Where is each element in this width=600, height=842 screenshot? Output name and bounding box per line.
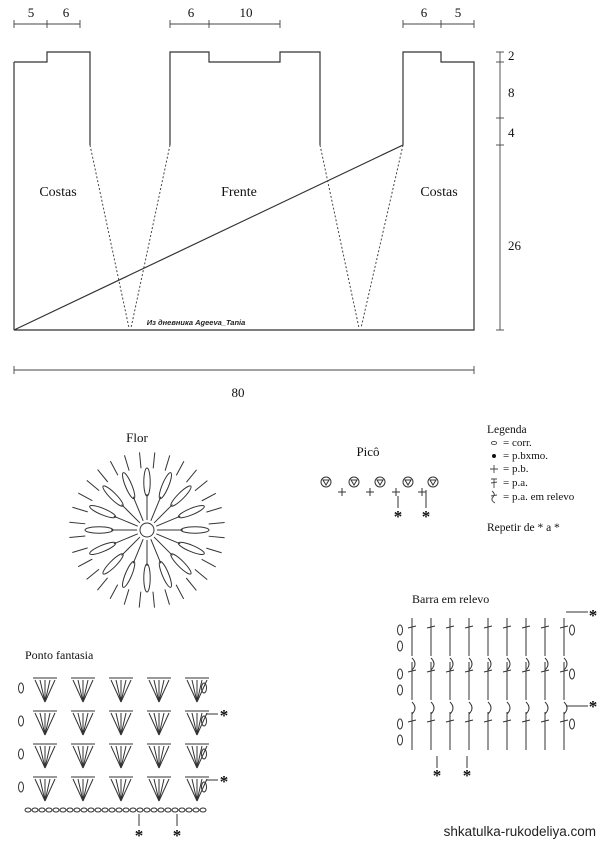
flower-outer-stitch [153, 452, 155, 468]
fancy-stitch-fan [83, 779, 88, 801]
fancy-stitch-fan [111, 746, 121, 768]
fancy-stitch-fan [121, 779, 131, 801]
flower-outer-stitch [72, 548, 87, 553]
fancy-stitch-base-chain [25, 808, 31, 812]
relief-band-stitch [408, 712, 416, 750]
fancy-stitch-base-chain [95, 808, 101, 812]
flower-outer-stitch [139, 592, 141, 608]
flower-outer-stitch [78, 493, 92, 501]
flower-chart [69, 430, 224, 608]
flower-outer-stitch [165, 455, 170, 470]
fancy-stitch-mark-3: * [134, 826, 144, 842]
fancy-stitch-fan [45, 779, 55, 801]
fancy-stitch-fan [121, 779, 126, 801]
relief-band-mark-1: * [588, 606, 598, 625]
fancy-stitch-base-chain [179, 808, 185, 812]
relief-band-chain [570, 719, 575, 729]
fancy-stitch-fan [45, 680, 55, 702]
flower-outer-stitch [98, 470, 108, 482]
fancy-stitch-fan [197, 680, 202, 702]
pico-single-crochet [338, 488, 346, 496]
fancy-stitch-fan [159, 746, 164, 768]
fancy-stitch-fan [83, 746, 88, 768]
fancy-stitch-fan [116, 680, 121, 702]
legend-item-slip-stitch: = p.bxmo. [503, 450, 549, 462]
fancy-stitch-fan [121, 680, 131, 702]
pico-loop-mark [351, 480, 357, 485]
fancy-stitch-base-chain [60, 808, 66, 812]
flower-outer-stitch [186, 578, 196, 590]
flower-outer-stitch [87, 480, 99, 490]
fancy-stitch-fan [154, 779, 159, 801]
relief-band-stitch [522, 662, 530, 700]
fancy-stitch-base-chain [165, 808, 171, 812]
flower-petal-chain [157, 560, 174, 588]
fancy-stitch-fan [149, 779, 159, 801]
fancy-stitch-fan [187, 746, 197, 768]
flower-outer-stitch [209, 522, 225, 524]
fancy-stitch-fan [83, 713, 93, 735]
fancy-stitch-fan [159, 779, 164, 801]
fancy-stitch-fan [149, 746, 159, 768]
relief-band-stitch [541, 662, 549, 700]
relief-band-chain [398, 669, 403, 679]
fancy-stitch-fan [154, 746, 159, 768]
dim-right-2: 8 [508, 85, 515, 100]
fancy-stitch-diagram [19, 678, 219, 826]
fancy-stitch-fan [116, 713, 121, 735]
relief-band-stitch [446, 618, 454, 656]
fancy-stitch-fan [116, 779, 121, 801]
relief-band-stitch [503, 618, 511, 656]
fancy-stitch-chart [19, 648, 229, 842]
fancy-stitch-fan [121, 746, 131, 768]
dim-top-2: 6 [62, 5, 70, 20]
relief-band-stitch [446, 662, 454, 700]
top-dimension-lines [14, 20, 474, 28]
fancy-stitch-base-chain [137, 808, 143, 812]
fancy-stitch-fan [83, 713, 88, 735]
dim-top-6: 5 [454, 5, 462, 20]
relief-band-chain [398, 685, 403, 695]
fancy-stitch-base-chain [81, 808, 87, 812]
fancy-stitch-base-chain [46, 808, 52, 812]
flower-petal-chain [85, 527, 113, 533]
watermark-text: Из дневника Ageeva_Tania [146, 318, 246, 327]
flower-outer-stitch [165, 589, 170, 604]
dim-top-1: 5 [27, 5, 35, 20]
fancy-stitch-mark-4: * [172, 826, 182, 842]
fancy-stitch-fan [73, 746, 83, 768]
fancy-stitch-chain [202, 683, 207, 693]
fancy-stitch-base-chain [88, 808, 94, 812]
fancy-stitch-base-chain [200, 808, 206, 812]
fancy-stitch-fan [83, 680, 88, 702]
flower-outer-stitch [186, 470, 196, 482]
relief-band-stitch [541, 712, 549, 750]
relief-band-chain [570, 625, 575, 635]
fancy-stitch-fan [45, 680, 50, 702]
fancy-stitch-fan [40, 746, 45, 768]
pico-loop-mark [323, 480, 329, 485]
fancy-stitch-fan [78, 779, 83, 801]
legend-repeat-note: Repetir de * a * [487, 522, 560, 534]
flower-title: Flor [126, 430, 148, 445]
flower-outer-stitch [124, 589, 129, 604]
label-frente: Frente [221, 185, 257, 200]
relief-band-stitch [465, 662, 473, 700]
flower-petal-chain [144, 468, 150, 496]
relief-band-diagram [398, 612, 589, 768]
width-label: 80 [231, 385, 245, 400]
flower-outer-stitch [110, 461, 118, 475]
fancy-stitch-base-chain [186, 808, 192, 812]
fancy-stitch-fan [78, 746, 83, 768]
armhole-line-right [320, 145, 403, 328]
slip-stitch-icon [492, 454, 496, 458]
dim-top-3: 6 [187, 5, 195, 20]
fancy-stitch-chain [19, 683, 24, 693]
flower-outer-stitch [206, 548, 221, 553]
fancy-stitch-base-chain [53, 808, 59, 812]
fancy-stitch-fan [83, 680, 93, 702]
flower-outer-stitch [72, 507, 87, 512]
relief-band-stitch [522, 712, 530, 750]
fancy-stitch-fan [111, 680, 121, 702]
dim-right-3: 4 [508, 125, 515, 140]
relief-band-mark-2: * [588, 697, 598, 716]
fancy-stitch-fan [159, 746, 169, 768]
fancy-stitch-base-chain [67, 808, 73, 812]
relief-band-stitch [427, 618, 435, 656]
flower-petal-chain [177, 540, 205, 557]
fancy-stitch-chain [202, 782, 207, 792]
flower-outer-stitch [78, 559, 92, 567]
pico-single-crochet [418, 488, 426, 496]
flower-outer-stitch [153, 592, 155, 608]
relief-band-stitch [503, 712, 511, 750]
relief-band-stitch [484, 662, 492, 700]
pico-loop-mark [377, 480, 383, 485]
pico-loop-mark [430, 480, 436, 485]
flower-outer-stitch [195, 569, 207, 579]
fancy-stitch-fan [149, 680, 159, 702]
relief-band-chart [398, 592, 598, 785]
relief-band-stitch [465, 712, 473, 750]
fancy-stitch-fan [197, 779, 202, 801]
flower-outer-stitch [202, 559, 216, 567]
fancy-stitch-base-chain [130, 808, 136, 812]
fancy-stitch-fan [45, 746, 55, 768]
legend-item-double-crochet: = p.a. [503, 477, 528, 489]
flower-petal-chain [157, 471, 174, 499]
flower-outer-stitch [139, 452, 141, 468]
pico-repeat-mark-1: * [393, 507, 403, 526]
dim-top-4: 10 [239, 5, 253, 20]
fancy-stitch-fan [45, 779, 50, 801]
fancy-stitch-fan [197, 746, 202, 768]
fancy-stitch-fan [40, 680, 45, 702]
fancy-stitch-fan [121, 713, 131, 735]
flower-petal-chain [88, 540, 116, 557]
fancy-stitch-fan [192, 680, 197, 702]
relief-band-chain [398, 719, 403, 729]
flower-petal-chain [144, 564, 150, 592]
fancy-stitch-fan [40, 779, 45, 801]
fancy-stitch-fan [73, 713, 83, 735]
fancy-stitch-base-chain [158, 808, 164, 812]
relief-band-stitch [503, 662, 511, 700]
fancy-stitch-fan [154, 680, 159, 702]
fancy-stitch-base-chain [32, 808, 38, 812]
flower-petal-chain [177, 503, 205, 520]
armhole-line-left [90, 145, 170, 328]
fancy-stitch-chain [19, 782, 24, 792]
relief-band-stitch [560, 662, 568, 700]
fancy-stitch-base-chain [109, 808, 115, 812]
right-dimension-lines [496, 52, 504, 330]
flower-center-ring [140, 523, 154, 537]
relief-band-title: Barra em relevo [412, 592, 490, 606]
fancy-stitch-fan [45, 713, 50, 735]
fancy-stitch-fan [35, 779, 45, 801]
flower-outer-stitch [209, 536, 225, 538]
flower-outer-stitch [69, 522, 85, 524]
site-footer: shkatulka-rukodeliya.com [443, 824, 596, 839]
fancy-stitch-fan [187, 713, 197, 735]
flower-outer-stitch [176, 585, 184, 599]
relief-band-stitch [560, 712, 568, 750]
fancy-stitch-base-chain [102, 808, 108, 812]
label-costas-right: Costas [420, 185, 458, 200]
fancy-stitch-fan [197, 713, 202, 735]
fancy-stitch-fan [45, 713, 55, 735]
fancy-stitch-fan [78, 713, 83, 735]
fancy-stitch-fan [121, 680, 126, 702]
fancy-stitch-fan [149, 713, 159, 735]
fancy-stitch-fan [116, 746, 121, 768]
flower-outer-stitch [176, 461, 184, 475]
fancy-stitch-fan [73, 680, 83, 702]
flower-outer-stitch [124, 455, 129, 470]
fancy-stitch-fan [187, 680, 197, 702]
legend-title: Legenda [487, 424, 527, 436]
fancy-stitch-base-chain [151, 808, 157, 812]
relief-band-stitch [408, 618, 416, 656]
flower-outer-stitch [206, 507, 221, 512]
fancy-stitch-fan [159, 713, 169, 735]
relief-band-stitch [427, 662, 435, 700]
legend [487, 424, 575, 534]
relief-band-stitch [408, 662, 416, 700]
fancy-stitch-fan [154, 713, 159, 735]
flower-diagram [69, 452, 224, 607]
legend-item-chain: = corr. [503, 437, 532, 449]
flower-outer-stitch [87, 569, 99, 579]
legend-item-relief-double-crochet: = p.a. em relevo [503, 491, 575, 503]
fancy-stitch-base-chain [123, 808, 129, 812]
relief-band-stitch [484, 618, 492, 656]
fancy-stitch-fan [35, 680, 45, 702]
fancy-stitch-fan [192, 713, 197, 735]
fancy-stitch-fan [159, 779, 169, 801]
fancy-stitch-chain [19, 749, 24, 759]
flower-outer-stitch [195, 481, 207, 491]
legend-item-single-crochet: = p.b. [503, 463, 529, 475]
pico-diagram [321, 477, 438, 508]
fancy-stitch-fan [111, 713, 121, 735]
fancy-stitch-fan [40, 713, 45, 735]
fancy-stitch-fan [192, 779, 197, 801]
fancy-stitch-title: Ponto fantasia [25, 648, 94, 662]
dim-right-1: 2 [508, 48, 515, 63]
pico-loop-mark [405, 480, 411, 485]
flower-petal-chain [120, 471, 137, 499]
fancy-stitch-fan [121, 746, 126, 768]
fancy-stitch-chain [202, 716, 207, 726]
fancy-stitch-fan [121, 713, 126, 735]
relief-band-stitch [522, 618, 530, 656]
relief-double-crochet-icon [491, 491, 497, 503]
fancy-stitch-fan [159, 680, 169, 702]
fancy-stitch-fan [78, 680, 83, 702]
single-crochet-icon [490, 465, 498, 473]
fancy-stitch-chain [19, 716, 24, 726]
flower-outer-stitch [97, 578, 107, 590]
relief-band-chain [398, 625, 403, 635]
relief-band-stitch [484, 712, 492, 750]
chain-icon [491, 441, 496, 444]
relief-band-mark-4: * [462, 766, 472, 785]
fancy-stitch-base-chain [74, 808, 80, 812]
flower-outer-stitch [69, 536, 85, 538]
label-costas-left: Costas [39, 185, 77, 200]
fancy-stitch-fan [192, 746, 197, 768]
fancy-stitch-fan [159, 713, 164, 735]
fancy-stitch-base-chain [144, 808, 150, 812]
relief-band-stitch [541, 618, 549, 656]
relief-band-stitch [465, 618, 473, 656]
garment-schematic [14, 5, 522, 400]
relief-band-chain [570, 669, 575, 679]
flower-outer-stitch [110, 585, 118, 599]
pico-repeat-mark-2: * [421, 507, 431, 526]
fancy-stitch-chain [202, 749, 207, 759]
flower-petal-chain [181, 527, 209, 533]
dim-top-5: 6 [420, 5, 428, 20]
fancy-stitch-fan [83, 746, 93, 768]
pico-single-crochet [366, 488, 374, 496]
fancy-stitch-mark-1: * [219, 706, 229, 725]
pico-title: Picô [356, 444, 380, 459]
flower-petal-chain [120, 560, 137, 588]
fancy-stitch-fan [45, 746, 50, 768]
relief-band-stitch [560, 618, 568, 656]
fancy-stitch-fan [111, 779, 121, 801]
fancy-stitch-mark-2: * [219, 772, 229, 791]
fancy-stitch-fan [73, 779, 83, 801]
relief-band-stitch [427, 712, 435, 750]
fancy-stitch-fan [159, 680, 164, 702]
pico-single-crochet [392, 488, 400, 496]
fancy-stitch-fan [83, 779, 93, 801]
fancy-stitch-fan [35, 746, 45, 768]
dim-right-4: 26 [508, 238, 521, 253]
relief-band-stitch [446, 712, 454, 750]
flower-petal-chain [88, 503, 116, 520]
width-dimension-line [14, 366, 474, 374]
fancy-stitch-base-chain [39, 808, 45, 812]
flower-outer-stitch [202, 493, 216, 501]
double-crochet-icon [491, 479, 497, 488]
fancy-stitch-fan [35, 713, 45, 735]
pico-chart [321, 444, 438, 526]
relief-band-mark-3: * [432, 766, 442, 785]
fancy-stitch-base-chain [193, 808, 199, 812]
relief-band-chain [398, 641, 403, 651]
fancy-stitch-base-chain [172, 808, 178, 812]
relief-band-chain [398, 735, 403, 745]
fancy-stitch-base-chain [116, 808, 122, 812]
fancy-stitch-fan [187, 779, 197, 801]
